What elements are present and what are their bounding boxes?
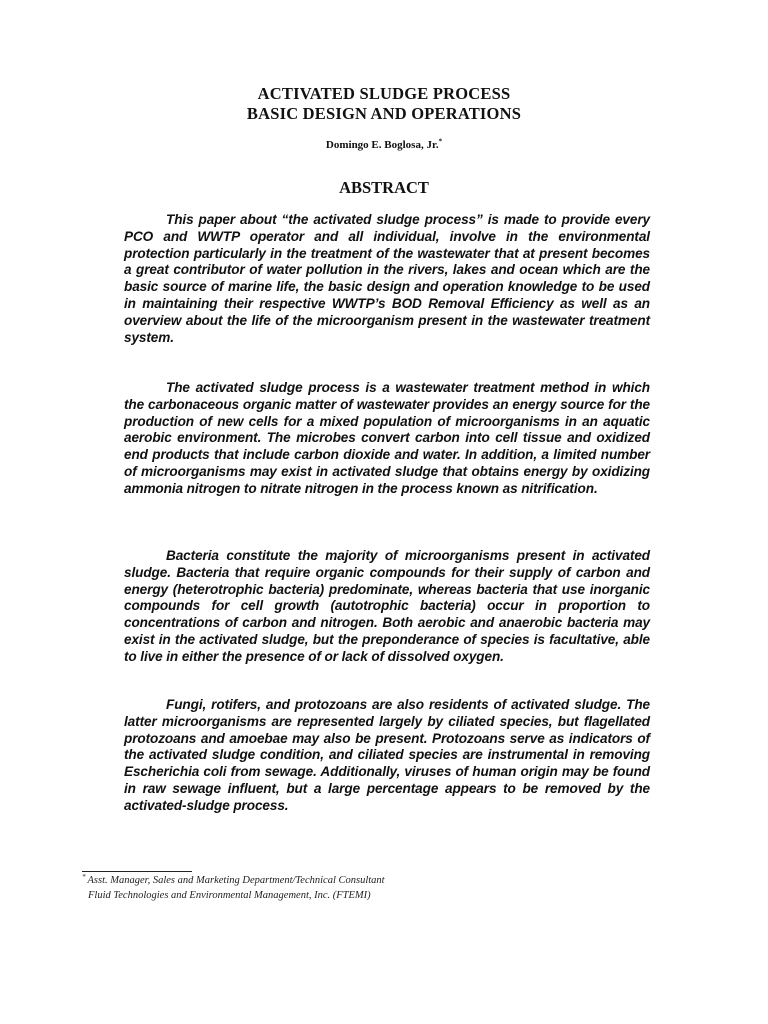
abstract-paragraph: The activated sludge process is a wastewater treatment method in which the carbonaceous organic matter of wastewater provides an energy source for the production of new cells for a mixed population of microorganisms in an aquatic aerobic environment. The microbes convert carbon into cell tissue and oxidized end products that include carbon dioxide and water. In addition, a limited number of microorganisms may exist in activated sludge that obtains energy by oxidizing ammonia nitrogen to nitrate nitrogen in the process known as nitrification. <box>124 380 650 496</box>
footnote <box>82 874 385 903</box>
footnote-divider <box>82 871 192 872</box>
abstract-paragraph: Bacteria constitute the majority of microorganisms present in activated sludge. Bacteria that require organic compounds for their supply of carbon and energy (heterotrophic bacteria) predominate, whereas bacteria that use inorganic compounds for cell growth (autotrophic bacteria) occur in proportion to concentrations of carbon and nitrogen. Both aerobic and anaerobic bacteria may exist in the activated sludge, but the preponderance of species is facultative, able to live in either the presence of or lack of dissolved oxygen. <box>124 548 650 664</box>
author-name: Domingo E. Boglosa, Jr. <box>325 139 439 151</box>
abstract-paragraph: Fungi, rotifers, and protozoans are also residents of activated sludge. The latter microorganisms are represented largely by ciliated species, but flagellated protozoans and amoebae may also be present. Protozoans serve as indicators of the activated sludge condition, and ciliated species are instrumental in removing Escherichia coli from sewage. Additionally, viruses of human origin may be found in raw sewage influent, but a large percentage appears to be removed by the activated-sludge process. <box>124 697 650 813</box>
author-line <box>0 139 768 151</box>
footnote-line-1: Asst. Manager, Sales and Marketing Department/Technical Consultant <box>87 875 385 886</box>
author-footnote-mark: * <box>438 137 443 146</box>
abstract-paragraph: This paper about “the activated sludge process” is made to provide every PCO and WWTP operator and all individual, involve in the environmental protection particularly in the treatment of the wastewater that at present becomes a great contributor of water pollution in the rivers, lakes and ocean which are the basic source of marine life, the basic design and operation knowledge to be used in maintaining their respective WWTP’s BOD Removal Efficiency as well as an overview about the life of the microorganism present in the wastewater treatment system. <box>124 212 650 345</box>
footnote-line-2: Fluid Technologies and Environmental Management, Inc. (FTEMI) <box>88 889 371 901</box>
title-line-1: ACTIVATED SLUDGE PROCESS <box>257 84 511 103</box>
title-line-2: BASIC DESIGN AND OPERATIONS <box>246 104 522 123</box>
abstract-heading: ABSTRACT <box>339 178 429 197</box>
footnote-mark: * <box>82 872 86 881</box>
